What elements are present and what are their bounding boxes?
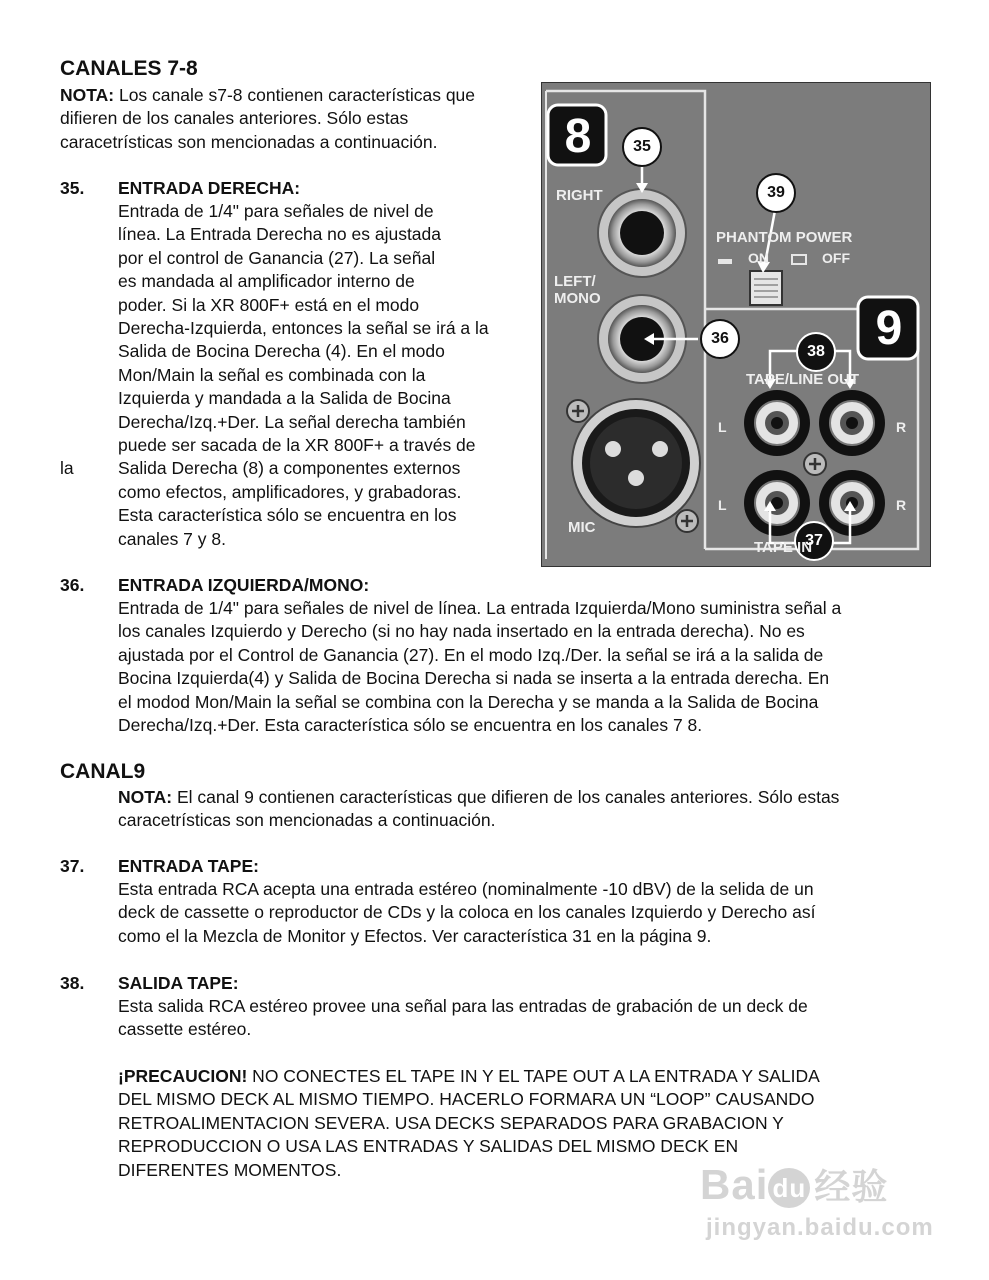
screw-icon: [567, 400, 589, 422]
left-mono-label-line: LEFT/: [554, 273, 596, 290]
tape-in-r-jack: [819, 470, 885, 536]
nota-label: NOTA:: [60, 85, 115, 105]
callout-35-number: 35: [633, 138, 651, 155]
mic-xlr-jack: [572, 399, 700, 527]
item-36-body: [118, 597, 968, 737]
caution-line: REPRODUCCION O USA LAS ENTRADAS Y SALIDAS DEL MISMO DECK EN: [118, 1136, 739, 1157]
left-mono-label-line: MONO: [554, 290, 601, 307]
body-line: Esta salida RCA estéreo provee una señal para las entradas de grabación de un deck de: [118, 996, 808, 1016]
body-line: línea. La Entrada Derecha no es ajustada: [118, 224, 441, 245]
baidu-watermark-logo: [700, 1160, 888, 1212]
tape-line-out-label: TAPE/LINE OUT: [746, 371, 860, 388]
channel-9-number: 9: [875, 302, 903, 355]
off-label: OFF: [822, 250, 850, 266]
body-line: Izquierda y mandada a la Salida de Bocina: [118, 388, 451, 409]
body-line: es mandada al amplificador interno de: [118, 271, 415, 292]
nota-line: difieren de los canales anteriores. Sólo estas: [60, 108, 409, 129]
body-line: Esta entrada RCA acepta una entrada estéreo (nominalmente -10 dBV) de la selida de un: [118, 879, 814, 899]
item-35-number: 35.: [60, 178, 85, 198]
tape-in-l-jack: [744, 470, 810, 536]
body-line: Salida Derecha (8) a componentes externos: [118, 458, 461, 479]
body-line: canales 7 y 8.: [118, 528, 226, 549]
channel-8-number: 8: [564, 110, 592, 163]
nota-line: El canal 9 contienen características que difieren de los canales anteriores. Sólo estas: [172, 787, 840, 807]
item-35-body: [118, 200, 538, 551]
nota-line: caracetrísticas son mencionadas a continuación.: [118, 810, 496, 831]
body-line: Esta característica sólo se encuentra en los: [118, 505, 457, 526]
tape-out-r-jack: [819, 390, 885, 456]
callout-36-number: 36: [711, 330, 729, 347]
item-38-body: [118, 995, 968, 1042]
body-line: Entrada de 1/4" para señales de nivel de línea. La entrada Izquierda/Mono suministra señal a: [118, 598, 842, 618]
screw-icon: [804, 453, 826, 475]
channel-panel-illustration: [541, 82, 931, 567]
mic-label: MIC: [568, 519, 596, 536]
body-line: por el control de Ganancia (27). La señal: [118, 247, 436, 268]
item-37-body: [118, 878, 968, 948]
caution-line: DEL MISMO DECK AL MISMO TIEMPO. HACERLO FORMARA UN “LOOP” CAUSANDO: [118, 1089, 815, 1110]
item-37-title: ENTRADA TAPE:: [118, 856, 259, 876]
nota-label: NOTA:: [118, 787, 173, 807]
tape-in-r-label: R: [896, 497, 907, 513]
item-35-title: ENTRADA DERECHA:: [118, 178, 301, 198]
off-indicator-icon: [792, 255, 806, 264]
tape-out-l-jack: [744, 390, 810, 456]
body-line: puede ser sacada de la XR 800F+ a través de: [118, 435, 476, 456]
item-38-number: 38.: [60, 973, 85, 993]
body-line: Derecha-Izquierda, entonces la señal se irá a la: [118, 318, 489, 339]
screw-icon: [676, 510, 698, 532]
tape-in-label: TAPE IN: [754, 539, 813, 556]
stray-text: la: [60, 458, 74, 478]
body-line: Entrada de 1/4" para señales de nivel de: [118, 201, 434, 221]
body-line: deck de cassette o reproductor de CDs y la coloca en los canales Izquierdo y Derecho así: [118, 902, 816, 923]
nota-canal-9: [118, 786, 968, 833]
phantom-power-label: PHANTOM POWER: [716, 229, 853, 246]
watermark-url: jingyan.baidu.com: [706, 1214, 934, 1241]
item-37-number: 37.: [60, 856, 85, 876]
caution-label: ¡PRECAUCION!: [118, 1066, 248, 1086]
nota-line: Los canale s7-8 contienen características que: [114, 85, 476, 105]
body-line: como efectos, amplificadores, y grabadoras.: [118, 481, 462, 502]
caution-line: NO CONECTES EL TAPE IN Y EL TAPE OUT A LA ENTRADA Y SALIDA: [247, 1066, 820, 1086]
watermark-cn: 经验: [814, 1166, 889, 1207]
item-36-number: 36.: [60, 575, 85, 595]
nota-canales-7-8: [60, 84, 530, 154]
body-line: cassette estéreo.: [118, 1019, 252, 1040]
watermark-brand: Bai: [700, 1161, 769, 1208]
left-mono-label: [554, 273, 601, 307]
body-line: Mon/Main la señal es combinada con la: [118, 364, 426, 385]
body-line: poder. Si la XR 800F+ está en el modo: [118, 294, 420, 315]
body-line: el modod Mon/Main la señal se combina con la Derecha y se manda a la Salida de Bocina: [118, 691, 819, 712]
body-line: Derecha/Izq.+Der. Esta característica sólo se encuentra en los canales 7 8.: [118, 715, 703, 736]
body-line: Bocina Izquierda(4) y Salida de Bocina Derecha si nada se inserta a la entrada derecha. En: [118, 668, 830, 689]
body-line: Salida de Bocina Derecha (4). En el modo: [118, 341, 445, 362]
body-line: ajustada por el Control de Ganancia (27). En el modo Izq./Der. la señal se irá a la salida de: [118, 644, 824, 665]
callout-38-number: 38: [807, 343, 825, 360]
right-jack: [598, 189, 686, 277]
body-line: Derecha/Izq.+Der. La señal derecha también: [118, 411, 466, 432]
caution-line: DIFERENTES MOMENTOS.: [118, 1159, 342, 1180]
caution-line: RETROALIMENTACION SEVERA. USA DECKS SEPARADOS PARA GRABACION Y: [118, 1112, 784, 1133]
tape-out-r-label: R: [896, 419, 907, 435]
body-line: como el la Mezcla de Monitor y Efectos. Ver característica 31 en la página 9.: [118, 925, 712, 946]
right-label: RIGHT: [556, 187, 603, 204]
tape-out-l-label: L: [718, 419, 727, 435]
item-38-title: SALIDA TAPE:: [118, 973, 239, 993]
on-label: ON: [748, 250, 769, 266]
callout-37-number: 37: [805, 532, 823, 549]
on-indicator-icon: [718, 259, 732, 264]
phantom-power-switch: [750, 271, 782, 305]
body-line: los canales Izquierdo y Derecho (si no hay nada insertado en la entrada derecha). No es: [118, 621, 805, 642]
nota-line: caracetrísticas son mencionadas a continuación.: [60, 131, 438, 152]
tape-in-l-label: L: [718, 497, 727, 513]
item-36-title: ENTRADA IZQUIERDA/MONO:: [118, 575, 370, 595]
paw-icon: du: [768, 1168, 810, 1208]
section-title-canal-9: CANAL9: [60, 760, 146, 783]
callout-39-number: 39: [767, 184, 785, 201]
section-title-canales-7-8: CANALES 7-8: [60, 57, 198, 80]
